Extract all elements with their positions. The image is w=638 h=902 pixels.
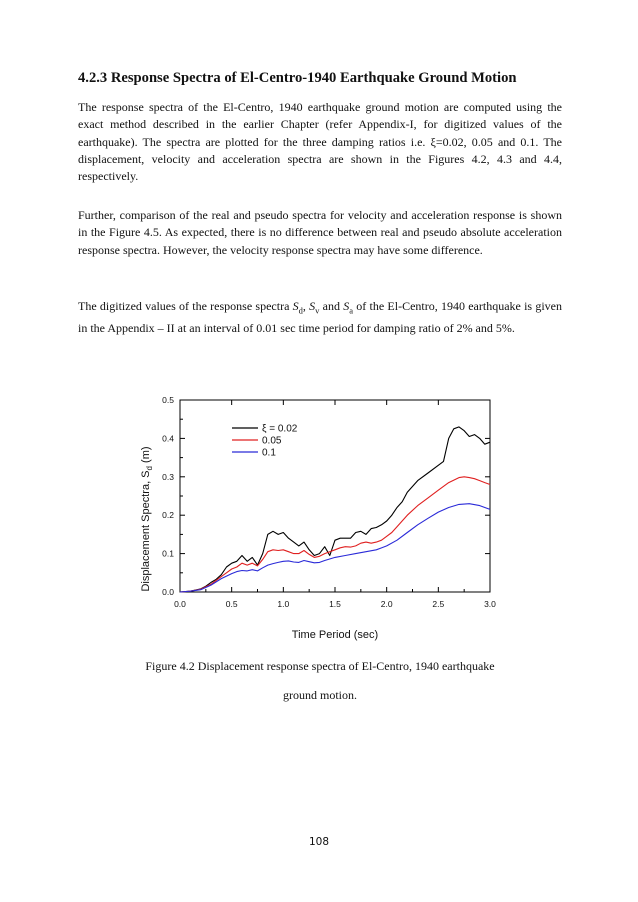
y-tick-label: 0.2 bbox=[162, 510, 174, 521]
x-tick-label: 2.5 bbox=[432, 599, 445, 609]
figure-caption-line-1: Figure 4.2 Displacement response spectra of El-Centro, 1940 earthquake bbox=[145, 659, 495, 673]
axis-ticks bbox=[162, 395, 496, 609]
y-axis-label-sub: d bbox=[145, 466, 154, 471]
figure-caption-line-2: ground motion. bbox=[283, 688, 357, 702]
sa-symbol: S bbox=[343, 299, 350, 313]
x-tick-label: 0.5 bbox=[225, 599, 238, 609]
displacement-spectra-chart bbox=[132, 388, 512, 650]
x-tick-label: 1.5 bbox=[329, 599, 341, 609]
sa-subscript: a bbox=[349, 305, 354, 316]
x-tick-label: 0.0 bbox=[174, 599, 186, 609]
legend-label-2: 0.05 bbox=[262, 435, 282, 447]
paragraph-3-text-d: of the El-Centro, 1940 earthquake is given in the Appendix – II at an interval of 0.01 sec time period for damping ratio of 2% and 5%. bbox=[78, 299, 563, 335]
paragraph-3-text-c: and bbox=[319, 299, 344, 313]
sd-symbol: S bbox=[292, 299, 299, 313]
section-heading: 4.2.3 Response Spectra of El-Centro-1940 Earthquake Ground Motion bbox=[78, 70, 517, 86]
page-number: 108 bbox=[308, 836, 330, 848]
y-tick-label: 0.1 bbox=[162, 548, 174, 559]
figure-4-2 bbox=[132, 388, 512, 655]
y-tick-label: 0.5 bbox=[162, 395, 174, 405]
paragraph-3 bbox=[78, 298, 562, 337]
x-tick-label: 2.0 bbox=[380, 599, 393, 609]
sv-symbol: S bbox=[309, 299, 316, 313]
plot-border bbox=[180, 400, 490, 592]
x-tick-label: 3.0 bbox=[484, 599, 496, 609]
sv-subscript: v bbox=[315, 305, 320, 316]
series-line-2 bbox=[180, 477, 490, 592]
legend-label-3: 0.1 bbox=[262, 447, 276, 459]
y-axis-label-main: Displacement Spectra, S bbox=[140, 470, 152, 592]
paragraph-3-text-b: , bbox=[302, 299, 310, 313]
y-tick-label: 0.0 bbox=[162, 587, 174, 597]
y-axis-label bbox=[140, 446, 154, 591]
paragraph-1: The response spectra of the El-Centro, 1940 earthquake ground motion are computed using the exact method described in the earlier Chapter (refer Appendix-I, for digitized values of the earthquake). The spectra are plotted for the three damping ratios i.e. ξ=0.02, 0.05 and 0.1. The displacement, velocity and acceleration spectra are shown in the Figures 4.2, 4.3 and 4.4, respectively. bbox=[78, 100, 562, 184]
plot-frame bbox=[180, 400, 490, 592]
y-axis-label-unit: (m) bbox=[140, 446, 152, 467]
x-axis-label: Time Period (sec) bbox=[291, 629, 379, 641]
x-tick-label: 1.0 bbox=[277, 599, 290, 609]
sd-subscript: d bbox=[298, 305, 303, 316]
series-line-3 bbox=[180, 504, 490, 592]
series-layer bbox=[180, 427, 490, 592]
y-tick-label: 0.4 bbox=[162, 433, 174, 444]
paragraph-2: Further, comparison of the real and pseudo spectra for velocity and acceleration response is shown in the Figure 4.5. As expected, there is no difference between real and pseudo absolute acceleration response spectra. However, the velocity response spectra may have some difference. bbox=[78, 208, 562, 257]
paragraph-3-text-a: The digitized values of the response spectra bbox=[78, 299, 293, 313]
y-tick-label: 0.3 bbox=[162, 471, 174, 482]
legend-label-1: ξ = 0.02 bbox=[262, 423, 298, 435]
legend bbox=[232, 424, 298, 459]
